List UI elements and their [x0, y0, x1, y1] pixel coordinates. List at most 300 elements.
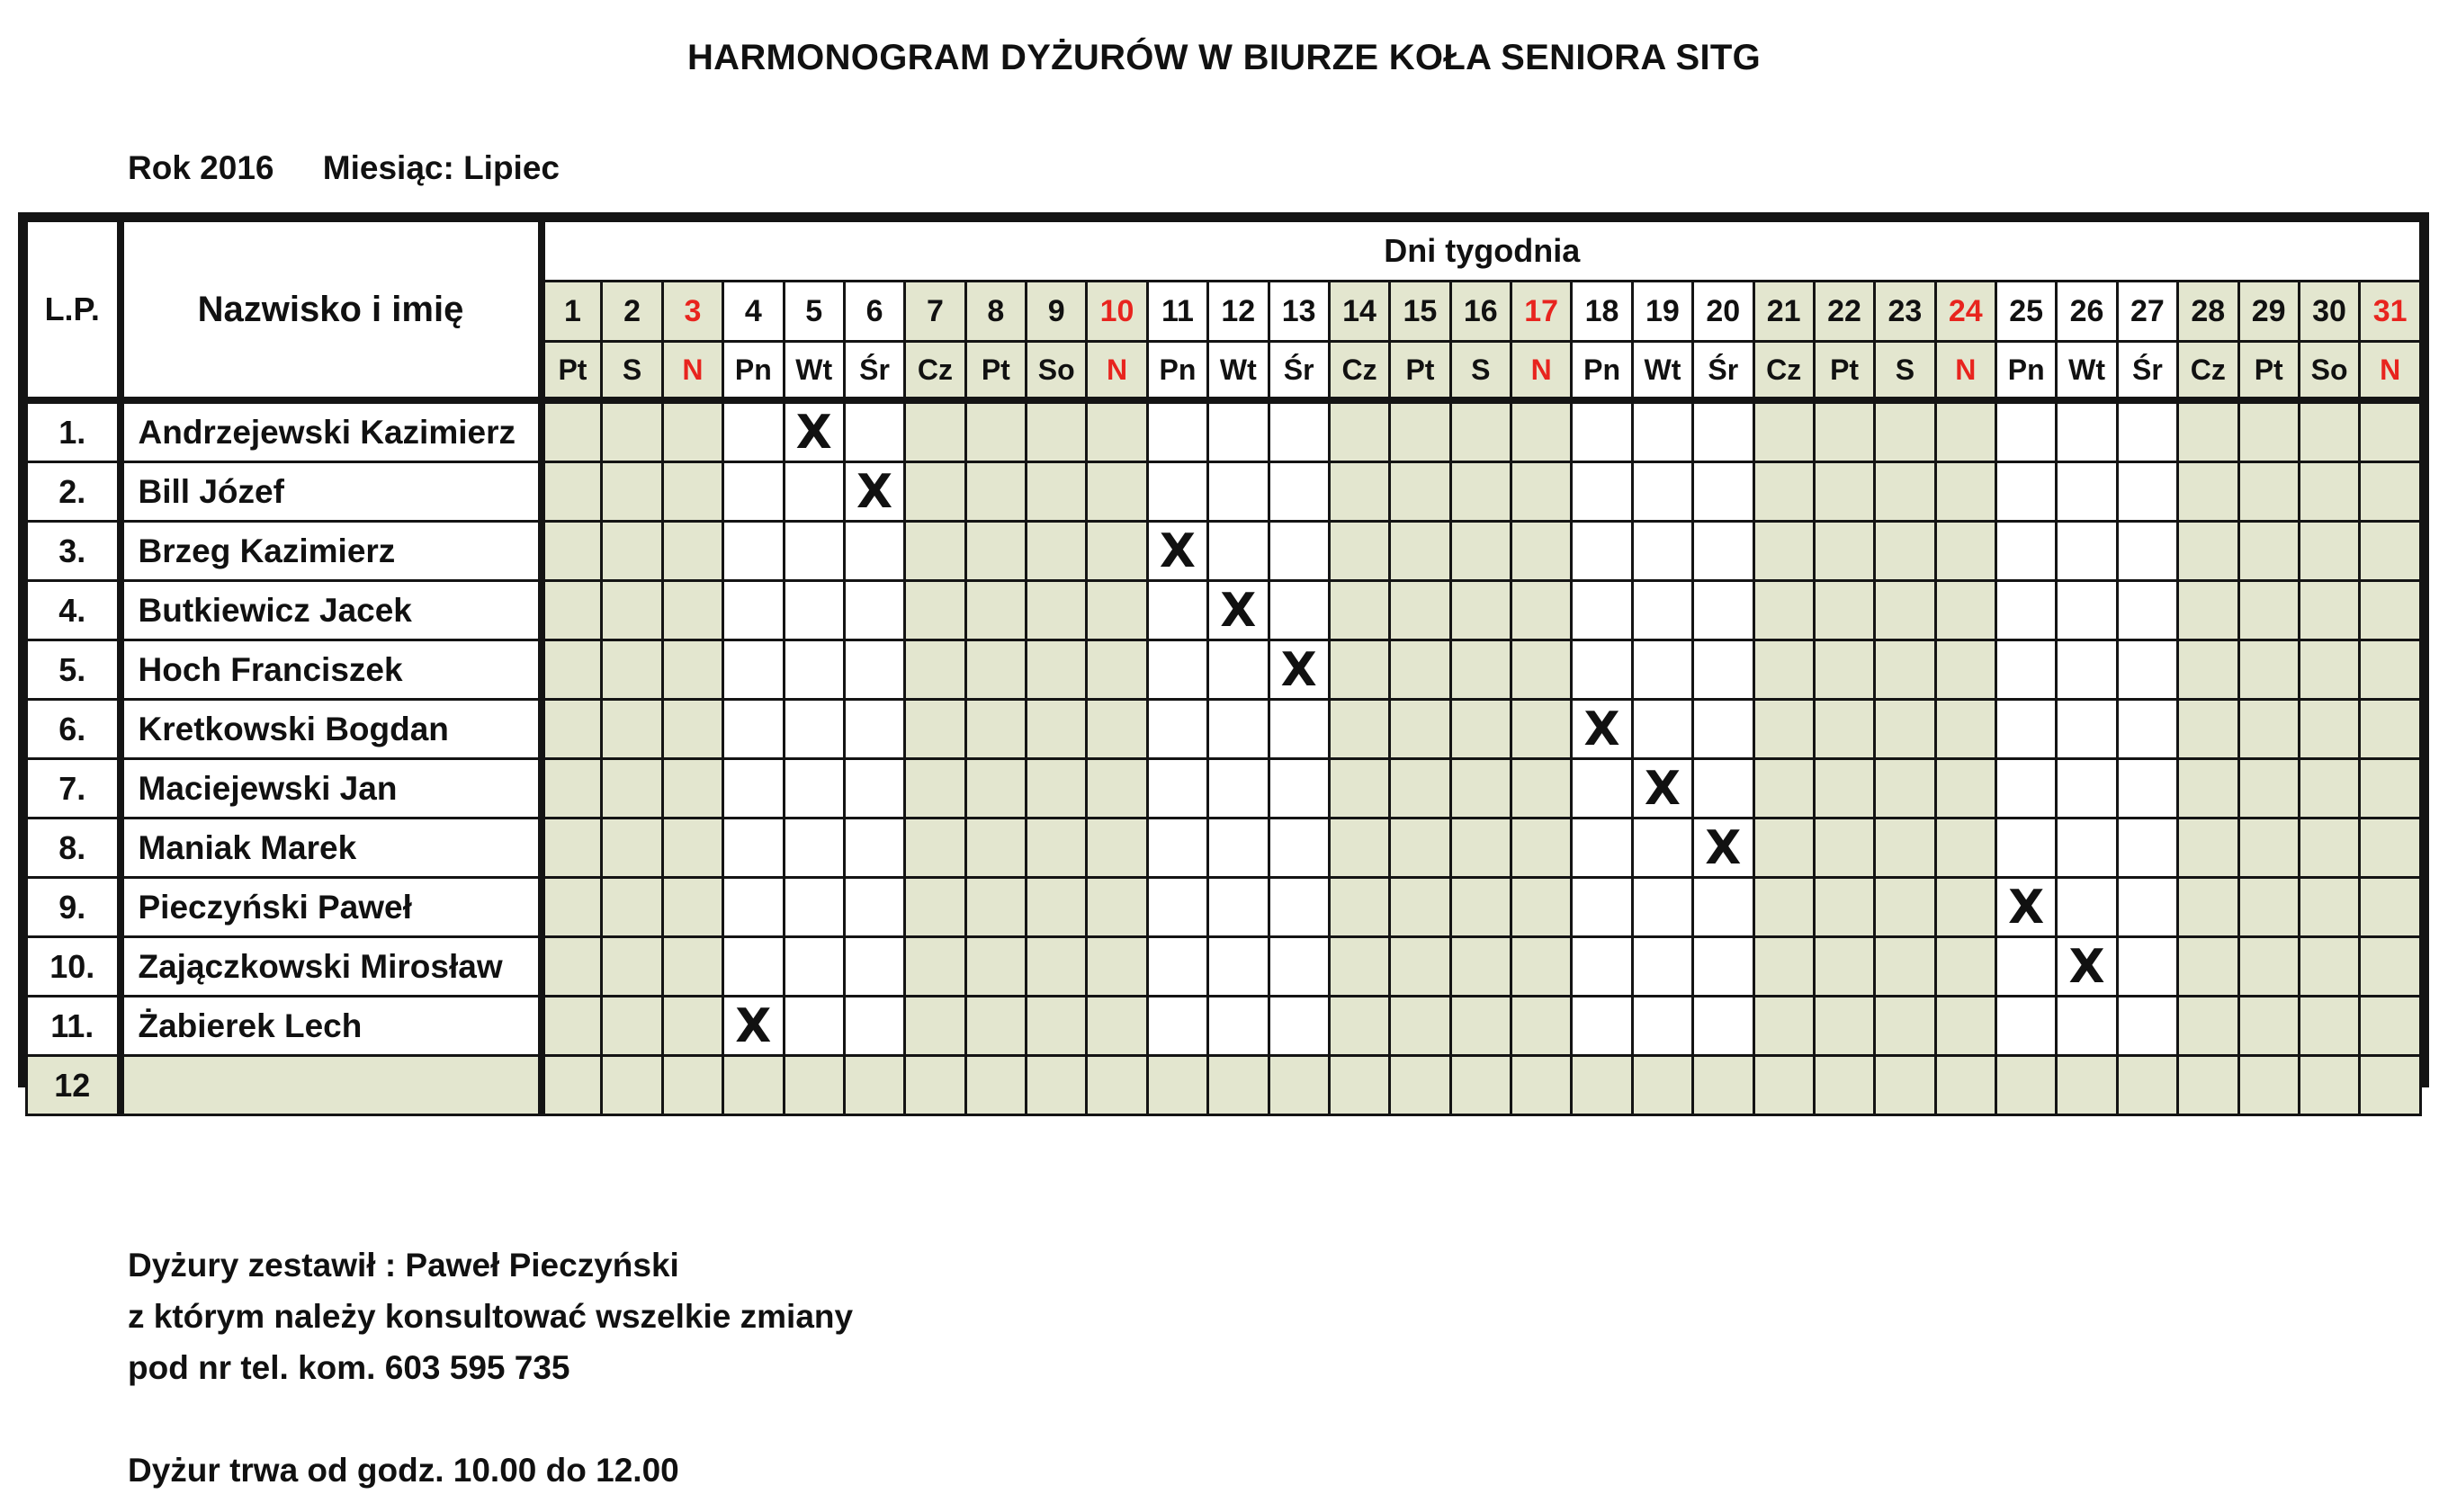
schedule-cell: [1875, 759, 1935, 819]
schedule-cell: [1390, 759, 1450, 819]
schedule-cell: [1147, 400, 1207, 462]
schedule-cell: [1935, 759, 1995, 819]
schedule-cell: [1147, 997, 1207, 1056]
table-row: [27, 1056, 2421, 1115]
schedule-cell: [1329, 522, 1389, 581]
schedule-cell: [905, 462, 965, 522]
schedule-cell: [905, 1056, 965, 1115]
day-number-header: 21: [1753, 282, 1814, 342]
schedule-cell: [723, 1056, 784, 1115]
schedule-cell: [1269, 997, 1329, 1056]
schedule-cell: [723, 522, 784, 581]
schedule-cell: [1147, 819, 1207, 878]
day-number-header: 24: [1935, 282, 1995, 342]
schedule-cell: [905, 400, 965, 462]
schedule-cell: [905, 700, 965, 759]
day-of-week-header: N: [1511, 342, 1572, 401]
schedule-cell: [723, 937, 784, 997]
schedule-cell: [723, 819, 784, 878]
day-of-week-header: N: [1935, 342, 1995, 401]
schedule-cell: [784, 937, 844, 997]
schedule-cell: [1632, 700, 1692, 759]
schedule-cell: [2057, 400, 2117, 462]
schedule-cell: [905, 522, 965, 581]
person-name: Butkiewicz Jacek: [121, 581, 542, 640]
schedule-cell: [1147, 759, 1207, 819]
table-row: [27, 581, 2421, 640]
schedule-table: [25, 219, 2422, 1116]
schedule-cell: [1511, 581, 1572, 640]
schedule-cell: [1208, 878, 1269, 937]
schedule-cell: [1087, 997, 1147, 1056]
schedule-cell: [784, 819, 844, 878]
schedule-cell: [2117, 878, 2177, 937]
schedule-cell: [1208, 700, 1269, 759]
schedule-cell: [1450, 581, 1511, 640]
schedule-cell: [1511, 937, 1572, 997]
schedule-cell: [662, 522, 722, 581]
schedule-cell: [1935, 997, 1995, 1056]
day-number-header: 16: [1450, 282, 1511, 342]
schedule-cell: [723, 759, 784, 819]
day-number-header: 31: [2360, 282, 2421, 342]
schedule-cell: [1087, 759, 1147, 819]
row-number: 11.: [27, 997, 121, 1056]
row-number: 8.: [27, 819, 121, 878]
schedule-cell: [2360, 759, 2421, 819]
schedule-cell: [542, 522, 602, 581]
schedule-cell: [602, 819, 662, 878]
schedule-cell: [1390, 640, 1450, 700]
duty-mark: X: [2068, 939, 2105, 994]
table-row: [27, 819, 2421, 878]
duty-mark: X: [1583, 702, 1620, 756]
day-number-header: 3: [662, 282, 722, 342]
table-row: [27, 759, 2421, 819]
schedule-cell: [2238, 759, 2299, 819]
schedule-cell: [1935, 581, 1995, 640]
row-number: 1.: [27, 400, 121, 462]
schedule-cell: [1450, 878, 1511, 937]
day-of-week-header: Wt: [1208, 342, 1269, 401]
schedule-cell: [965, 581, 1026, 640]
schedule-cell: [2299, 819, 2359, 878]
schedule-cell: [844, 400, 904, 462]
schedule-cell: [1753, 878, 1814, 937]
schedule-cell: [1390, 937, 1450, 997]
schedule-cell: [905, 759, 965, 819]
person-name: Maniak Marek: [121, 819, 542, 878]
duty-mark: X: [1220, 583, 1257, 638]
schedule-cell: [1208, 522, 1269, 581]
schedule-cell: [1632, 522, 1692, 581]
schedule-cell: [844, 700, 904, 759]
day-of-week-header: N: [662, 342, 722, 401]
schedule-cell: [2057, 759, 2117, 819]
schedule-cell: [1450, 997, 1511, 1056]
schedule-cell: [1450, 1056, 1511, 1115]
schedule-cell: [2360, 640, 2421, 700]
day-number-header: 28: [2178, 282, 2238, 342]
document-title: HARMONOGRAM DYŻURÓW W BIURZE KOŁA SENIORA SITG: [687, 38, 1761, 77]
schedule-cell: [662, 997, 722, 1056]
schedule-cell: [2117, 759, 2177, 819]
day-of-week-header: So: [2299, 342, 2359, 401]
schedule-cell: [1269, 819, 1329, 878]
schedule-cell: [1329, 581, 1389, 640]
schedule-cell: [1087, 700, 1147, 759]
person-name: Pieczyński Paweł: [121, 878, 542, 937]
schedule-cell: [662, 700, 722, 759]
schedule-cell: [1935, 640, 1995, 700]
day-of-week-header: Wt: [2057, 342, 2117, 401]
schedule-cell: [1511, 400, 1572, 462]
day-number-header: 30: [2299, 282, 2359, 342]
schedule-cell: [662, 462, 722, 522]
duty-mark: X: [735, 998, 772, 1053]
schedule-cell: [1935, 462, 1995, 522]
duty-mark: X: [1705, 820, 1742, 875]
schedule-cell: [2299, 640, 2359, 700]
schedule-cell: [1390, 462, 1450, 522]
schedule-cell: [1814, 462, 1874, 522]
period-line: [128, 149, 560, 187]
schedule-cell: [1693, 581, 1753, 640]
schedule-cell: [1511, 819, 1572, 878]
schedule-cell: [1511, 462, 1572, 522]
schedule-cell: [1996, 759, 2057, 819]
schedule-cell: [1693, 640, 1753, 700]
duty-mark: X: [1280, 642, 1317, 697]
row-number: 3.: [27, 522, 121, 581]
schedule-cell: [2299, 1056, 2359, 1115]
schedule-cell: [1875, 700, 1935, 759]
schedule-cell: [723, 400, 784, 462]
schedule-cell: [2178, 878, 2238, 937]
schedule-cell: [1208, 1056, 1269, 1115]
schedule-cell: [662, 937, 722, 997]
schedule-cell: [1814, 581, 1874, 640]
schedule-cell: [965, 522, 1026, 581]
schedule-cell: [905, 878, 965, 937]
schedule-cell: [1390, 878, 1450, 937]
schedule-cell: [1814, 937, 1874, 997]
person-name: Maciejewski Jan: [121, 759, 542, 819]
schedule-cell: [1814, 819, 1874, 878]
schedule-cell: [1753, 997, 1814, 1056]
schedule-cell: [1572, 819, 1632, 878]
schedule-cell: [602, 997, 662, 1056]
schedule-cell: [1269, 878, 1329, 937]
schedule-cell: [1087, 878, 1147, 937]
schedule-cell: [1087, 400, 1147, 462]
schedule-cell: [1269, 581, 1329, 640]
schedule-cell: [965, 700, 1026, 759]
day-number-header: 22: [1814, 282, 1874, 342]
schedule-cell: [1935, 1056, 1995, 1115]
schedule-cell: [2117, 937, 2177, 997]
row-number: 6.: [27, 700, 121, 759]
schedule-cell: [1572, 759, 1632, 819]
schedule-cell: [1935, 937, 1995, 997]
schedule-cell: [602, 581, 662, 640]
schedule-cell: [844, 1056, 904, 1115]
schedule-cell: [1632, 462, 1692, 522]
day-of-week-header: S: [602, 342, 662, 401]
schedule-cell: [1693, 400, 1753, 462]
schedule-cell: [1087, 819, 1147, 878]
schedule-cell: [844, 759, 904, 819]
schedule-cell: [905, 819, 965, 878]
schedule-cell: [1996, 819, 2057, 878]
schedule-cell: [1693, 522, 1753, 581]
table-row: [27, 640, 2421, 700]
schedule-cell: [2057, 997, 2117, 1056]
day-of-week-header: N: [2360, 342, 2421, 401]
day-number-header: 7: [905, 282, 965, 342]
schedule-cell: [1027, 581, 1087, 640]
day-of-week-header: So: [1027, 342, 1087, 401]
schedule-cell: [1511, 640, 1572, 700]
day-of-week-header: Pn: [1572, 342, 1632, 401]
schedule-cell: [1027, 759, 1087, 819]
schedule-cell: [1875, 937, 1935, 997]
schedule-cell: [1450, 400, 1511, 462]
schedule-cell: [1875, 1056, 1935, 1115]
schedule-cell: [1511, 997, 1572, 1056]
schedule-cell: [1390, 522, 1450, 581]
schedule-cell: [602, 700, 662, 759]
schedule-cell: [542, 878, 602, 937]
day-of-week-header: S: [1450, 342, 1511, 401]
day-number-header: 8: [965, 282, 1026, 342]
day-number-header: 19: [1632, 282, 1692, 342]
schedule-cell: [662, 759, 722, 819]
duty-mark: X: [1159, 523, 1196, 578]
schedule-table-frame: [18, 212, 2429, 1104]
schedule-cell: [1996, 700, 2057, 759]
schedule-cell: [2117, 640, 2177, 700]
schedule-cell: [965, 997, 1026, 1056]
schedule-cell: [2117, 400, 2177, 462]
schedule-cell: [1572, 937, 1632, 997]
schedule-cell: [1147, 1056, 1207, 1115]
day-number-header: 18: [1572, 282, 1632, 342]
schedule-cell: [784, 997, 844, 1056]
row-number: 2.: [27, 462, 121, 522]
schedule-cell: [1027, 819, 1087, 878]
schedule-cell: [723, 462, 784, 522]
day-of-week-header: Wt: [784, 342, 844, 401]
schedule-cell: [1329, 1056, 1389, 1115]
schedule-cell: [905, 581, 965, 640]
schedule-cell: [965, 462, 1026, 522]
schedule-cell: [1390, 700, 1450, 759]
footer-phone: pod nr tel. kom. 603 595 735: [128, 1349, 570, 1386]
schedule-cell: [1450, 640, 1511, 700]
schedule-cell: [1269, 1056, 1329, 1115]
schedule-cell: [2178, 400, 2238, 462]
schedule-cell: [1511, 700, 1572, 759]
schedule-cell: [784, 700, 844, 759]
schedule-cell: [602, 462, 662, 522]
schedule-cell: [1147, 700, 1207, 759]
schedule-cell: [662, 400, 722, 462]
schedule-cell: [2117, 819, 2177, 878]
day-of-week-header: Śr: [1693, 342, 1753, 401]
schedule-cell: [1027, 522, 1087, 581]
schedule-cell: [542, 400, 602, 462]
schedule-cell: [1329, 700, 1389, 759]
schedule-cell: [2117, 1056, 2177, 1115]
schedule-cell: [1693, 997, 1753, 1056]
schedule-cell: [1935, 819, 1995, 878]
schedule-cell: [2238, 819, 2299, 878]
schedule-cell: [844, 522, 904, 581]
schedule-cell: [1814, 878, 1874, 937]
schedule-cell: [2299, 759, 2359, 819]
schedule-cell: [1450, 462, 1511, 522]
schedule-cell: [1693, 819, 1753, 878]
schedule-cell: [1087, 581, 1147, 640]
schedule-cell: [844, 937, 904, 997]
header-name: Nazwisko i imię: [121, 221, 542, 401]
schedule-cell: [2178, 700, 2238, 759]
schedule-cell: [2117, 700, 2177, 759]
schedule-cell: [1450, 522, 1511, 581]
schedule-cell: [2238, 462, 2299, 522]
schedule-cell: [1814, 640, 1874, 700]
schedule-cell: [2299, 997, 2359, 1056]
schedule-cell: [2178, 997, 2238, 1056]
schedule-cell: [784, 462, 844, 522]
day-of-week-header: Pt: [542, 342, 602, 401]
schedule-cell: [2299, 937, 2359, 997]
schedule-cell: [723, 700, 784, 759]
schedule-cell: [1208, 400, 1269, 462]
row-number: 12: [27, 1056, 121, 1115]
person-name: Brzeg Kazimierz: [121, 522, 542, 581]
schedule-cell: [1996, 878, 2057, 937]
schedule-cell: [1329, 997, 1389, 1056]
schedule-cell: [1693, 700, 1753, 759]
schedule-cell: [1693, 462, 1753, 522]
schedule-cell: [1390, 819, 1450, 878]
schedule-cell: [2238, 937, 2299, 997]
schedule-cell: [2178, 1056, 2238, 1115]
schedule-cell: [1208, 937, 1269, 997]
schedule-cell: [1935, 400, 1995, 462]
schedule-cell: [542, 581, 602, 640]
day-of-week-header: Pt: [1814, 342, 1874, 401]
day-number-header: 25: [1996, 282, 2057, 342]
schedule-cell: [1753, 759, 1814, 819]
schedule-cell: [1027, 937, 1087, 997]
schedule-cell: [1027, 462, 1087, 522]
schedule-cell: [784, 640, 844, 700]
schedule-cell: [1814, 1056, 1874, 1115]
schedule-cell: [2117, 581, 2177, 640]
schedule-cell: [2178, 522, 2238, 581]
day-number-header: 26: [2057, 282, 2117, 342]
schedule-cell: [1390, 1056, 1450, 1115]
schedule-cell: [1753, 400, 1814, 462]
day-of-week-header: Śr: [2117, 342, 2177, 401]
schedule-cell: [723, 581, 784, 640]
schedule-cell: [2360, 997, 2421, 1056]
schedule-cell: [2299, 462, 2359, 522]
schedule-cell: [1875, 819, 1935, 878]
day-number-header: 12: [1208, 282, 1269, 342]
day-number-header: 9: [1027, 282, 1087, 342]
person-name: [121, 1056, 542, 1115]
schedule-cell: [844, 997, 904, 1056]
day-of-week-header: Pt: [2238, 342, 2299, 401]
schedule-cell: [2057, 522, 2117, 581]
day-of-week-header: Pn: [1996, 342, 2057, 401]
schedule-cell: [1269, 522, 1329, 581]
schedule-cell: [1693, 1056, 1753, 1115]
day-of-week-header: Cz: [1329, 342, 1389, 401]
schedule-cell: [2057, 937, 2117, 997]
schedule-cell: [1572, 1056, 1632, 1115]
schedule-cell: [1875, 581, 1935, 640]
schedule-cell: [2238, 581, 2299, 640]
row-number: 9.: [27, 878, 121, 937]
row-number: 5.: [27, 640, 121, 700]
schedule-cell: [1996, 640, 2057, 700]
schedule-cell: [1390, 400, 1450, 462]
schedule-cell: [602, 759, 662, 819]
table-row: [27, 700, 2421, 759]
person-name: Andrzejewski Kazimierz: [121, 400, 542, 462]
duty-mark: X: [1644, 761, 1681, 816]
schedule-cell: [1875, 640, 1935, 700]
day-of-week-header: S: [1875, 342, 1935, 401]
schedule-cell: [1996, 937, 2057, 997]
schedule-cell: [1693, 759, 1753, 819]
schedule-cell: [1632, 581, 1692, 640]
schedule-cell: [2360, 400, 2421, 462]
day-of-week-header: Wt: [1632, 342, 1692, 401]
schedule-cell: [844, 581, 904, 640]
row-number: 4.: [27, 581, 121, 640]
schedule-cell: [2057, 640, 2117, 700]
person-name: Hoch Franciszek: [121, 640, 542, 700]
day-of-week-header: Pt: [1390, 342, 1450, 401]
schedule-cell: [542, 819, 602, 878]
schedule-cell: [1450, 759, 1511, 819]
schedule-cell: [1390, 997, 1450, 1056]
schedule-cell: [1147, 640, 1207, 700]
schedule-cell: [1087, 640, 1147, 700]
schedule-cell: [1147, 937, 1207, 997]
schedule-cell: [723, 640, 784, 700]
header-days-of-week: Dni tygodnia: [542, 221, 2421, 282]
schedule-cell: [965, 878, 1026, 937]
schedule-cell: [1632, 878, 1692, 937]
schedule-cell: [662, 878, 722, 937]
schedule-cell: [2117, 522, 2177, 581]
schedule-cell: [1511, 522, 1572, 581]
schedule-cell: [1753, 462, 1814, 522]
schedule-cell: [1996, 462, 2057, 522]
schedule-cell: [1027, 640, 1087, 700]
schedule-cell: [1511, 759, 1572, 819]
schedule-cell: [1208, 819, 1269, 878]
table-row: [27, 878, 2421, 937]
day-number-header: 4: [723, 282, 784, 342]
